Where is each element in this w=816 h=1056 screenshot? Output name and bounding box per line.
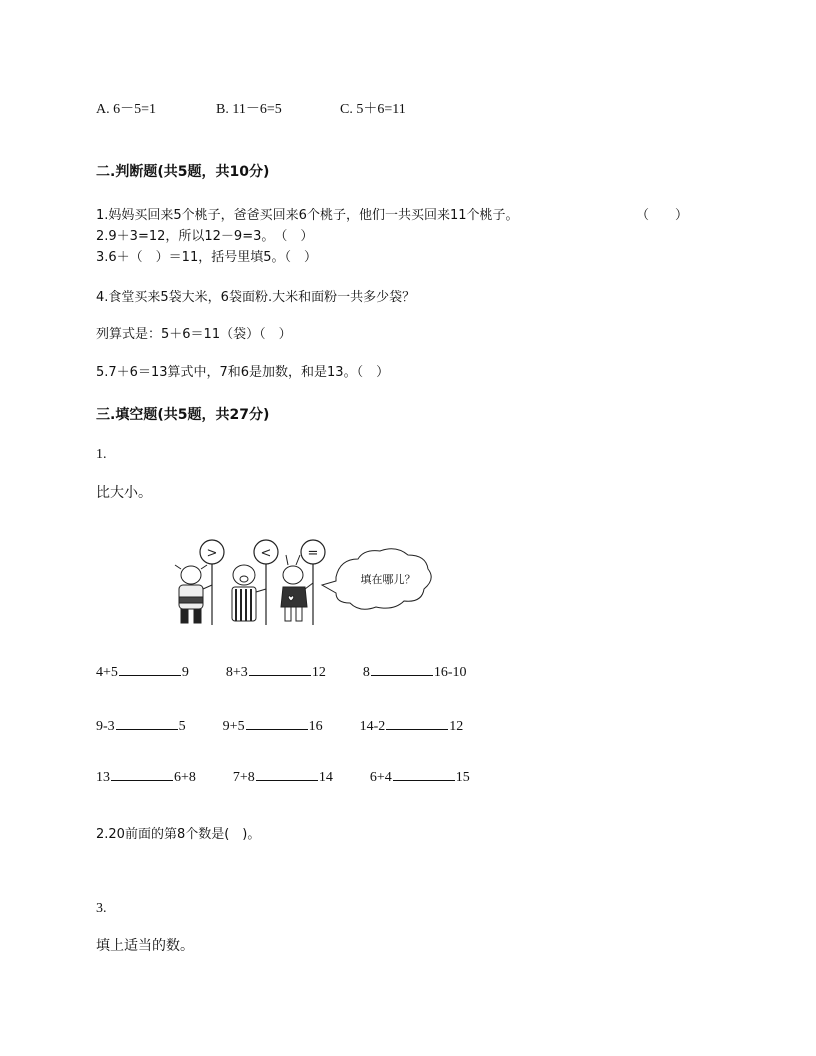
cow-figure — [175, 565, 212, 623]
fill-q3-text: 填上适当的数。 — [96, 938, 194, 954]
answer-blank[interactable] — [393, 768, 455, 781]
compare-left: 9+5 — [222, 719, 245, 734]
compare-right: 12 — [449, 719, 464, 734]
compare-left: 6+4 — [369, 770, 392, 785]
judge-q5: 5.7＋6＝13算式中，7和6是加数，和是13。（ ） — [96, 365, 390, 380]
fill-q3-number: 3. — [96, 901, 107, 916]
compare-right: 15 — [455, 770, 470, 785]
bubble-text: 填在哪儿？ — [360, 573, 416, 586]
fill-q1-text: 比大小。 — [96, 485, 152, 501]
greater-sign: > — [206, 546, 218, 561]
compare-right: 5 — [178, 719, 186, 734]
answer-blank[interactable] — [119, 663, 181, 676]
rabbit-figure — [281, 555, 313, 621]
compare-right: 16 — [308, 719, 323, 734]
compare-right: 9 — [181, 665, 189, 680]
answer-blank[interactable] — [111, 768, 173, 781]
answer-blank[interactable] — [371, 663, 433, 676]
answer-blank[interactable] — [116, 717, 178, 730]
judge-q1-paren: （ ） — [636, 208, 689, 223]
compare-right: 12 — [311, 665, 326, 680]
compare-left: 4+5 — [96, 665, 118, 680]
fill-q1-number: 1. — [96, 447, 107, 462]
choice-b: B. 11－6=5 — [216, 102, 282, 117]
answer-blank[interactable] — [256, 768, 318, 781]
pig-figure — [232, 565, 266, 621]
compare-left: 8 — [362, 665, 370, 680]
less-sign: < — [260, 546, 272, 561]
judge-q2: 2.9＋3=12，所以12－9=3。 （ ） — [96, 229, 314, 244]
compare-row-3 — [96, 768, 470, 786]
compare-left: 9-3 — [96, 719, 115, 734]
judge-q4-formula: 列算式是：5＋6＝11（袋）（ ） — [96, 327, 292, 342]
judge-q1: 1.妈妈买回来5个桃子，爸爸买回来6个桃子，他们一共买回来11个桃子。 — [96, 208, 519, 223]
fill-q2: 2.20前面的第8个数是( )。 — [96, 827, 261, 842]
answer-blank[interactable] — [249, 663, 311, 676]
equal-sign: = — [307, 546, 319, 561]
compare-right: 14 — [318, 770, 333, 785]
comparison-illustration — [166, 537, 446, 627]
judge-q3: 3.6＋（ ）＝11，括号里填5。（ ） — [96, 250, 317, 265]
section2-heading: 二.判断题(共5题，共10分) — [96, 164, 270, 180]
compare-left: 14-2 — [359, 719, 386, 734]
answer-blank[interactable] — [246, 717, 308, 730]
compare-left: 13 — [96, 770, 110, 785]
choice-a: A. 6－5=1 — [96, 102, 157, 117]
compare-right: 16-10 — [433, 665, 467, 680]
compare-left: 8+3 — [225, 665, 248, 680]
section3-heading: 三.填空题(共5题，共27分) — [96, 407, 270, 423]
compare-left: 7+8 — [232, 770, 255, 785]
answer-blank[interactable] — [386, 717, 448, 730]
compare-row-1 — [96, 663, 466, 681]
compare-right: 6+8 — [174, 770, 196, 785]
compare-row-2 — [96, 717, 463, 735]
judge-q4: 4.食堂买来5袋大米，6袋面粉.大米和面粉一共多少袋？ — [96, 290, 416, 305]
choice-c: C. 5＋6=11 — [340, 102, 406, 117]
